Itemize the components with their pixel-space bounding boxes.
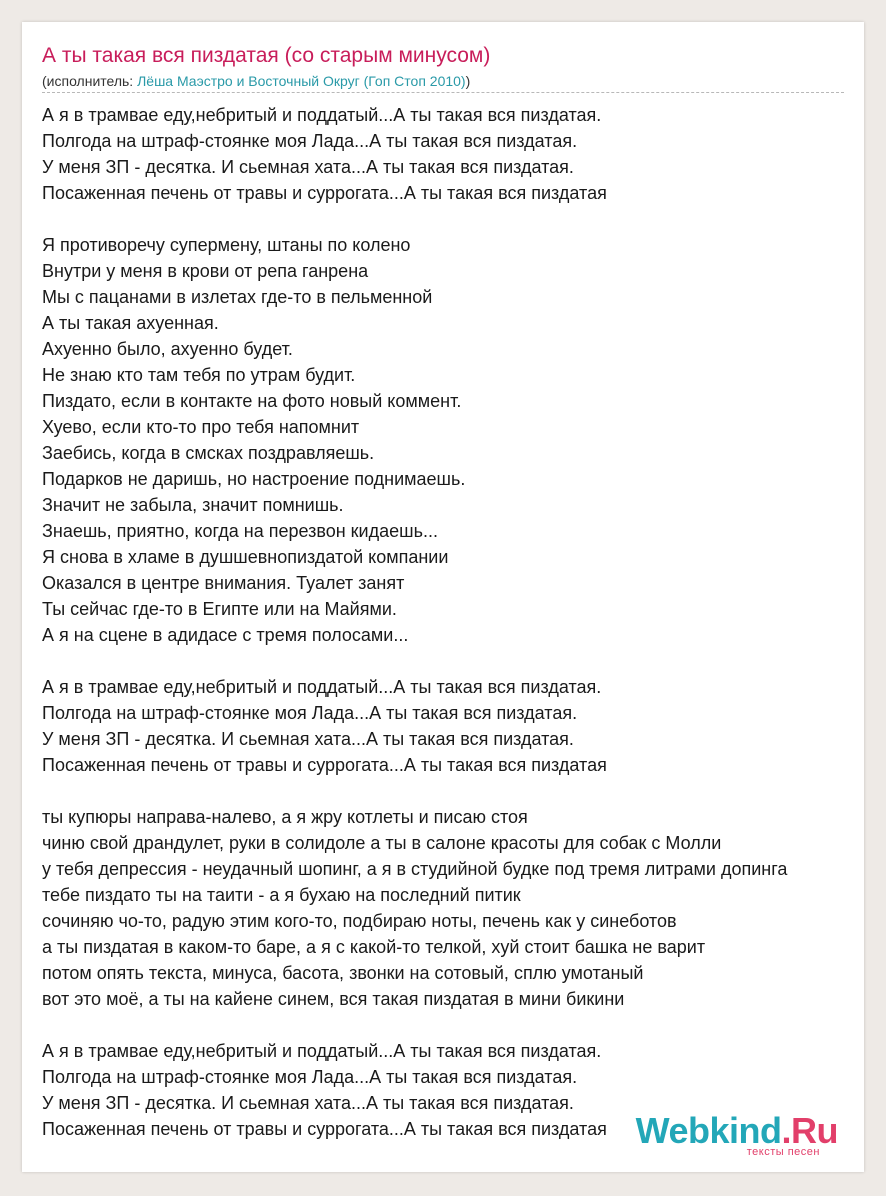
lyric-line: Знаешь, приятно, когда на перезвон кидаешь... [42,521,438,541]
lyrics-body [42,102,864,1142]
lyric-line: Я снова в хламе в душшевнопиздатой компании [42,547,449,567]
site-logo[interactable] [636,1110,838,1158]
lyric-line: Мы с пацанами в излетах где-то в пельменной [42,287,433,307]
lyric-line: Посаженная печень от травы и суррогата...А ты такая вся пиздатая [42,183,607,203]
artist-link[interactable]: Лёша Маэстро и Восточный Округ (Гоп Стоп 2010) [137,73,466,89]
title-divider [42,92,844,93]
lyric-line: А я в трамвае еду,небритый и поддатый...А ты такая вся пиздатая. [42,677,602,697]
lyric-line: Внутри у меня в крови от репа ганрена [42,261,369,281]
stanza-break [42,648,864,674]
artist-suffix: ) [465,73,471,89]
lyric-line: Пиздато, если в контакте на фото новый коммент. [42,391,462,411]
lyric-line: Ты сейчас где-то в Египте или на Майями. [42,599,397,619]
lyric-line: А я на сцене в адидасе с тремя полосами... [42,625,409,645]
lyric-line: У меня ЗП - десятка. И сьемная хата...А ты такая вся пиздатая. [42,1093,574,1113]
lyric-line: Не знаю кто там тебя по утрам будит. [42,365,356,385]
lyric-line: а ты пиздатая в каком-то баре, а я с какой-то телкой, хуй стоит башка не варит [42,937,706,957]
lyric-line: Полгода на штраф-стоянке моя Лада...А ты такая вся пиздатая. [42,703,578,723]
stanza-break [42,206,864,232]
logo-tld: .Ru [781,1110,838,1151]
lyric-line: А я в трамвае еду,небритый и поддатый...А ты такая вся пиздатая. [42,1041,602,1061]
lyric-line: ты купюры направа-налево, а я жру котлеты и писаю стоя [42,807,528,827]
lyric-line: У меня ЗП - десятка. И сьемная хата...А ты такая вся пиздатая. [42,729,574,749]
lyric-line: Посаженная печень от травы и суррогата...А ты такая вся пиздатая [42,755,607,775]
logo-tagline: тексты песен [746,1146,820,1158]
artist-line [42,73,470,89]
lyric-line: чиню свой драндулет, руки в солидоле а ты в салоне красоты для собак с Молли [42,833,722,853]
lyric-line: Значит не забыла, значит помнишь. [42,495,344,515]
lyric-line: Полгода на штраф-стоянке моя Лада...А ты такая вся пиздатая. [42,1067,578,1087]
lyric-line: Ахуенно было, ахуенно будет. [42,339,293,359]
lyric-line: У меня ЗП - десятка. И сьемная хата...А ты такая вся пиздатая. [42,157,574,177]
lyric-line: Заебись, когда в смсках поздравляешь. [42,443,375,463]
stanza-break [42,778,864,804]
artist-prefix: (исполнитель: [42,73,138,89]
lyric-line: вот это моё, а ты на кайене синем, вся такая пиздатая в мини бикини [42,989,625,1009]
lyric-line: Подарков не даришь, но настроение поднимаешь. [42,469,466,489]
lyric-line: потом опять текста, минуса, басота, звонки на сотовый, сплю умотаный [42,963,644,983]
logo-main-text: Webkind [635,1110,782,1151]
song-title: А ты такая вся пиздатая (со старым минусом) [42,44,491,67]
lyric-line: Посаженная печень от травы и суррогата...А ты такая вся пиздатая [42,1119,607,1139]
lyric-line: А ты такая ахуенная. [42,313,219,333]
lyric-line: А я в трамвае еду,небритый и поддатый...А ты такая вся пиздатая. [42,105,602,125]
lyric-line: Хуево, если кто-то про тебя напомнит [42,417,360,437]
lyric-line: сочиняю чо-то, радую этим кого-то, подбираю ноты, печень как у синеботов [42,911,677,931]
lyric-line: тебе пиздато ты на таити - а я бухаю на последний питик [42,885,521,905]
lyric-line: Я противоречу супермену, штаны по колено [42,235,411,255]
stanza-break [42,1012,864,1038]
lyric-line: Оказался в центре внимания. Туалет занят [42,573,405,593]
lyrics-page [22,22,864,1172]
lyric-line: Полгода на штраф-стоянке моя Лада...А ты такая вся пиздатая. [42,131,578,151]
lyric-line: у тебя депрессия - неудачный шопинг, а я в студийной будке под тремя литрами допинга [42,859,788,879]
